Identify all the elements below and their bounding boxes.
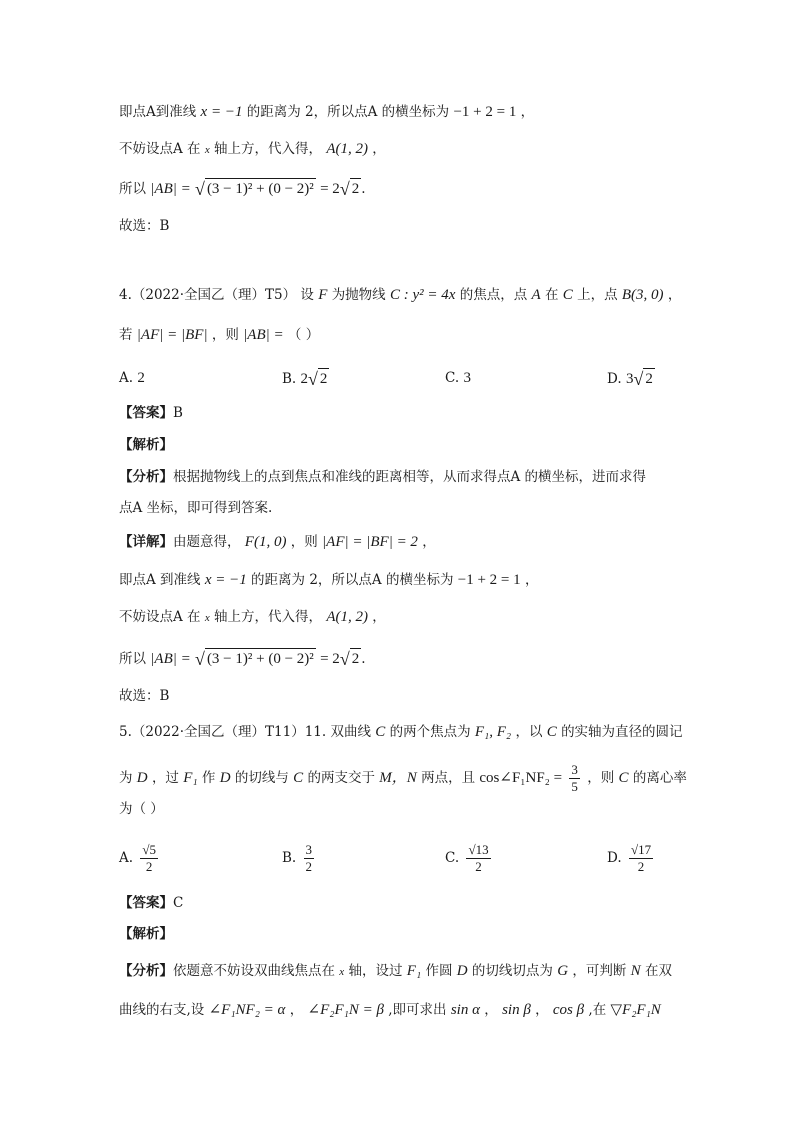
math-expr: ∠F₂F₁N = β	[307, 1002, 384, 1018]
math-expr: C	[546, 724, 557, 740]
math-expr: C	[618, 770, 629, 786]
detail-tag: 【详解】	[119, 534, 173, 550]
option-c	[445, 842, 494, 875]
text: 为	[119, 770, 133, 786]
text-line	[119, 467, 646, 487]
text: .	[361, 651, 366, 667]
text: 根据抛物线上的点到焦点和准线的距离相等，从而求得点A 的横坐标，进而求得	[173, 469, 647, 485]
text: ，以	[515, 724, 543, 740]
text: 的距离为 2，所以点A 的横坐标为	[251, 572, 454, 588]
text: 的两支交于	[307, 770, 375, 786]
radicand: 2	[350, 648, 362, 669]
text: 由题意得，	[173, 534, 241, 550]
text: 的实轴为直径的圆记	[561, 724, 683, 740]
text: 故选：B	[119, 218, 170, 234]
text-line	[119, 498, 272, 518]
text: 故选：B	[119, 688, 170, 704]
math-expr: |AB| =	[150, 651, 191, 667]
math-expr: G	[557, 963, 569, 979]
denominator: 2	[637, 859, 645, 874]
option-label: C.	[445, 850, 460, 866]
text: ，	[520, 104, 535, 120]
text: （ ）	[287, 327, 320, 343]
text: 的距离为 2，所以点A 的横坐标为	[246, 104, 450, 120]
text: 上，点	[577, 287, 618, 303]
fenxi-tag: 【分析】	[119, 469, 173, 485]
text: ，	[289, 1002, 304, 1018]
math-expr: ∠F₁NF₂ = α	[208, 1002, 286, 1018]
answer-line	[119, 403, 183, 423]
text: 若	[119, 327, 133, 343]
fenxi-tag: 【分析】	[119, 963, 173, 979]
math-expr: F(1, 0)	[244, 534, 287, 550]
option-c	[445, 368, 471, 388]
math-expr: C : y² = 4x	[389, 287, 456, 303]
math-expr: x	[339, 966, 345, 978]
text: ，	[372, 609, 386, 625]
option-d	[607, 842, 656, 875]
text: ，则	[290, 534, 318, 550]
text: 在双	[644, 963, 672, 979]
math-expr: cos β	[552, 1002, 585, 1018]
text: 为（ ）	[119, 801, 164, 817]
math-expr: B(3, 0)	[621, 287, 664, 303]
option-value: 3	[625, 371, 634, 387]
text-line	[119, 178, 366, 199]
option-value: 2	[137, 370, 145, 386]
text: ，	[422, 534, 436, 550]
text: 不妨设点A 在	[119, 141, 201, 157]
sqrt-expr: √ (3 − 1)² + (0 − 2)²	[195, 179, 314, 199]
text: ，过	[151, 770, 179, 786]
math-expr: sin α	[450, 1002, 480, 1018]
math-expr: A(1, 2)	[326, 609, 368, 625]
option-d	[607, 368, 655, 389]
question-stem	[119, 325, 319, 345]
text: 在	[544, 287, 559, 303]
text: 两点，且	[421, 770, 476, 786]
math-expr: −1 + 2 = 1	[453, 104, 517, 120]
option-label: A.	[119, 370, 134, 386]
fraction	[304, 842, 315, 875]
sqrt-expr: √ (3 − 1)² + (0 − 2)²	[195, 649, 314, 669]
math-expr: x	[204, 144, 210, 156]
numerator: √13	[468, 842, 489, 857]
radicand: 2	[350, 178, 362, 199]
math-expr: x = −1	[200, 104, 243, 120]
option-label: D.	[607, 371, 622, 387]
math-expr: D	[136, 770, 148, 786]
text: 4.（2022·全国乙（理）T5） 设	[119, 287, 314, 303]
option-label: B.	[282, 371, 297, 387]
text-line	[119, 532, 436, 552]
text: ，	[484, 1002, 498, 1018]
denominator: 2	[475, 859, 482, 874]
answer-value: B	[173, 405, 183, 421]
analysis-heading	[119, 435, 173, 455]
numerator: 3	[571, 762, 578, 777]
text: 所以	[119, 181, 146, 197]
math-expr: cos∠F₁NF₂ =	[479, 770, 563, 786]
text: 的焦点，点	[459, 287, 528, 303]
fraction	[466, 842, 490, 875]
text: 的两个焦点为	[389, 724, 471, 740]
text: 点A 坐标，即可得到答案.	[119, 500, 273, 516]
sqrt-expr: √ 2	[308, 369, 328, 389]
math-expr: = 2	[320, 651, 340, 667]
math-expr: D	[219, 770, 231, 786]
text-line	[119, 686, 169, 706]
text-line	[119, 961, 672, 982]
text: 轴上方，代入得，	[214, 609, 323, 625]
math-expr: F₁	[183, 770, 198, 786]
option-value: 3	[463, 370, 471, 386]
text: 的切线与	[234, 770, 289, 786]
text-line	[119, 648, 366, 669]
radicand: 2	[318, 368, 330, 389]
answer-tag: 【答案】	[119, 405, 173, 421]
text: 的离心率	[632, 770, 687, 786]
sqrt-expr: √ 2	[633, 369, 653, 389]
option-value: 2	[300, 371, 309, 387]
radicand: (3 − 1)² + (0 − 2)²	[205, 648, 316, 669]
option-label: D.	[607, 850, 622, 866]
fraction	[629, 842, 653, 875]
text: 作	[201, 770, 216, 786]
math-expr: F₁	[406, 963, 422, 979]
text-line	[119, 607, 386, 628]
analysis-tag: 【解析】	[119, 437, 173, 453]
option-a	[119, 368, 145, 388]
math-expr: = 2	[320, 181, 340, 197]
text: 轴上方，代入得，	[214, 141, 323, 157]
math-expr: |AB| =	[243, 327, 284, 343]
numerator: 3	[305, 842, 313, 857]
fraction	[569, 762, 580, 795]
text: ,即可求出	[388, 1002, 447, 1018]
math-expr: M，N	[379, 770, 417, 786]
text: 作圆	[425, 963, 453, 979]
answer-line	[119, 893, 183, 913]
math-expr: x = −1	[204, 572, 247, 588]
text-line	[119, 139, 386, 160]
text: ，	[535, 1002, 549, 1018]
math-expr: |AF| = |BF| = 2	[322, 534, 418, 550]
math-expr: |AF| = |BF|	[136, 327, 208, 343]
math-expr: C	[375, 724, 386, 740]
text: ,在	[588, 1002, 607, 1018]
math-expr: C	[293, 770, 304, 786]
question-stem	[119, 285, 681, 305]
math-expr: |AB| =	[150, 181, 191, 197]
analysis-tag: 【解析】	[119, 926, 173, 942]
text-line	[119, 102, 534, 122]
denominator: 2	[305, 859, 313, 874]
text-line	[119, 216, 169, 236]
question-stem	[119, 799, 164, 819]
option-a	[119, 842, 161, 875]
question-stem	[119, 722, 683, 742]
answer-value: C	[173, 895, 184, 911]
answer-tag: 【答案】	[119, 895, 173, 911]
option-label: A.	[119, 850, 134, 866]
fraction	[140, 842, 158, 875]
math-expr: D	[456, 963, 468, 979]
text: ，	[372, 141, 386, 157]
text: 不妨设点A 在	[119, 609, 201, 625]
denominator: 5	[571, 779, 578, 794]
math-expr: F	[318, 287, 328, 303]
text: 即点A 到准线	[119, 572, 201, 588]
text: ，	[524, 572, 539, 588]
math-expr: N	[630, 963, 641, 979]
sqrt-expr: √ 2	[339, 179, 360, 199]
text: 即点A到准线	[119, 104, 197, 120]
math-expr: ▽F₂F₁N	[610, 1002, 661, 1018]
text: ，	[667, 287, 682, 303]
text: ，则	[587, 770, 615, 786]
math-expr: x	[204, 612, 210, 624]
radicand: (3 − 1)² + (0 − 2)²	[205, 178, 316, 199]
math-expr: F₁, F₂	[474, 724, 512, 740]
text: 5.（2022·全国乙（理）T11）11. 双曲线	[119, 724, 371, 740]
numerator: √5	[142, 842, 156, 857]
math-expr: A	[531, 287, 541, 303]
option-b	[282, 842, 317, 875]
text: 依题意不妨设双曲线焦点在	[173, 963, 335, 979]
math-expr: sin β	[502, 1002, 531, 1018]
denominator: 2	[145, 859, 153, 874]
text-line	[119, 1000, 661, 1020]
text: ，则	[211, 327, 239, 343]
sqrt-expr: √ 2	[339, 649, 360, 669]
text: 为抛物线	[331, 287, 386, 303]
text: ，可判断	[572, 963, 627, 979]
math-expr: −1 + 2 = 1	[457, 572, 521, 588]
numerator: √17	[630, 842, 652, 857]
text: 的切线切点为	[471, 963, 553, 979]
math-expr: A(1, 2)	[326, 141, 368, 157]
option-label: B.	[282, 850, 297, 866]
text: 轴，设过	[348, 963, 403, 979]
text: 曲线的右支,设	[119, 1002, 205, 1018]
analysis-heading	[119, 924, 173, 944]
text: 所以	[119, 651, 146, 667]
radicand: 2	[643, 368, 655, 389]
option-label: C.	[445, 370, 460, 386]
option-b	[282, 368, 329, 389]
math-expr: C	[562, 287, 573, 303]
text-line	[119, 570, 538, 590]
text: .	[361, 181, 366, 197]
question-stem	[119, 762, 687, 795]
